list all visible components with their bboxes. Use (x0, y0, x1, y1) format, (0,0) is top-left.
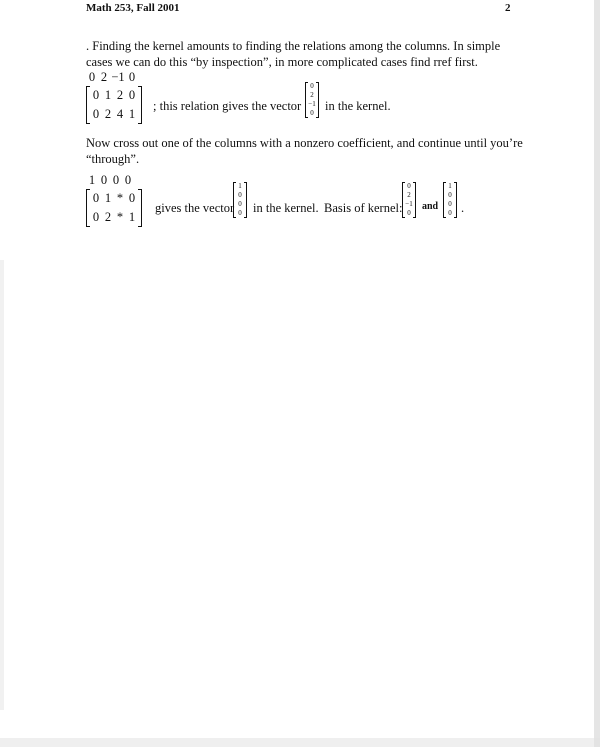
vector-entry: 0 (310, 109, 314, 117)
matrix-row (90, 208, 138, 227)
vector-entry: 0 (310, 82, 314, 90)
matrix-entry: 2 (116, 88, 124, 102)
matrix-entry: 1 (104, 88, 112, 102)
basis-vector-1 (402, 182, 416, 218)
page-number: 2 (505, 2, 511, 14)
example1-vector (305, 82, 319, 118)
intro-paragraph: . Finding the kernel amounts to finding the relations among the columns. In simple cases we can do this “by inspection”, in more complicated cases find rref first. (86, 39, 501, 69)
vector-entry: 0 (448, 200, 452, 208)
vector-entry: −1 (308, 100, 316, 108)
matrix-entry: 0 (128, 191, 136, 205)
vector-entry: 0 (238, 209, 242, 217)
vector-entry: 0 (448, 209, 452, 217)
matrix-entry: * (116, 210, 124, 224)
matrix-entry: 0 (92, 88, 100, 102)
coef: 2 (100, 70, 108, 84)
coef: 0 (124, 173, 132, 187)
vector-entry: 0 (407, 209, 411, 217)
cross-out-paragraph: Now cross out one of the columns with a nonzero coefficient, and continue until you’re “through”. (86, 136, 523, 166)
end-mark: . (461, 201, 465, 215)
matrix-entry: 2 (104, 107, 112, 121)
matrix-entry: 1 (128, 107, 136, 121)
example2-text-before: gives the vector (155, 201, 235, 215)
matrix-entry: 1 (104, 191, 112, 205)
example1-coefficients (86, 70, 138, 85)
vector-entry: 2 (407, 191, 411, 199)
vector-entry: 1 (238, 182, 242, 190)
example1-text-after: in the kernel. (325, 99, 391, 113)
matrix-entry: 0 (92, 107, 100, 121)
matrix-entry: 1 (128, 210, 136, 224)
coef: 0 (88, 70, 96, 84)
vector-entry: 0 (238, 200, 242, 208)
basis-label: Basis of kernel: (324, 201, 403, 215)
matrix-entry: 0 (92, 210, 100, 224)
coef: 0 (100, 173, 108, 187)
coef: −1 (111, 70, 125, 84)
coef: 0 (128, 70, 136, 84)
matrix-row (90, 105, 138, 124)
matrix-entry: 4 (116, 107, 124, 121)
vector-entry: −1 (405, 200, 413, 208)
scan-shadow-right (594, 0, 600, 747)
vector-entry: 0 (238, 191, 242, 199)
matrix-entry: 2 (104, 210, 112, 224)
matrix-entry: 0 (128, 88, 136, 102)
basis-vector-2 (443, 182, 457, 218)
matrix-row (90, 86, 138, 105)
and-label: and (422, 201, 439, 212)
vector-entry: 2 (310, 91, 314, 99)
scan-shadow-left (0, 260, 4, 710)
matrix-entry: 0 (92, 191, 100, 205)
example1-text-before: ; this relation gives the vector (153, 99, 302, 113)
vector-entry: 0 (407, 182, 411, 190)
matrix-entry: * (116, 191, 124, 205)
example2-coefficients (86, 173, 134, 188)
vector-entry: 0 (448, 191, 452, 199)
example2-text-after: in the kernel. (253, 201, 319, 215)
matrix-row (90, 189, 138, 208)
coef: 0 (112, 173, 120, 187)
example2-vector (233, 182, 247, 218)
vector-entry: 1 (448, 182, 452, 190)
coef: 1 (88, 173, 96, 187)
running-header: Math 253, Fall 2001 (86, 2, 180, 14)
example2-matrix (86, 189, 142, 227)
example1-matrix (86, 86, 142, 124)
scan-shadow-bottom (0, 738, 600, 747)
